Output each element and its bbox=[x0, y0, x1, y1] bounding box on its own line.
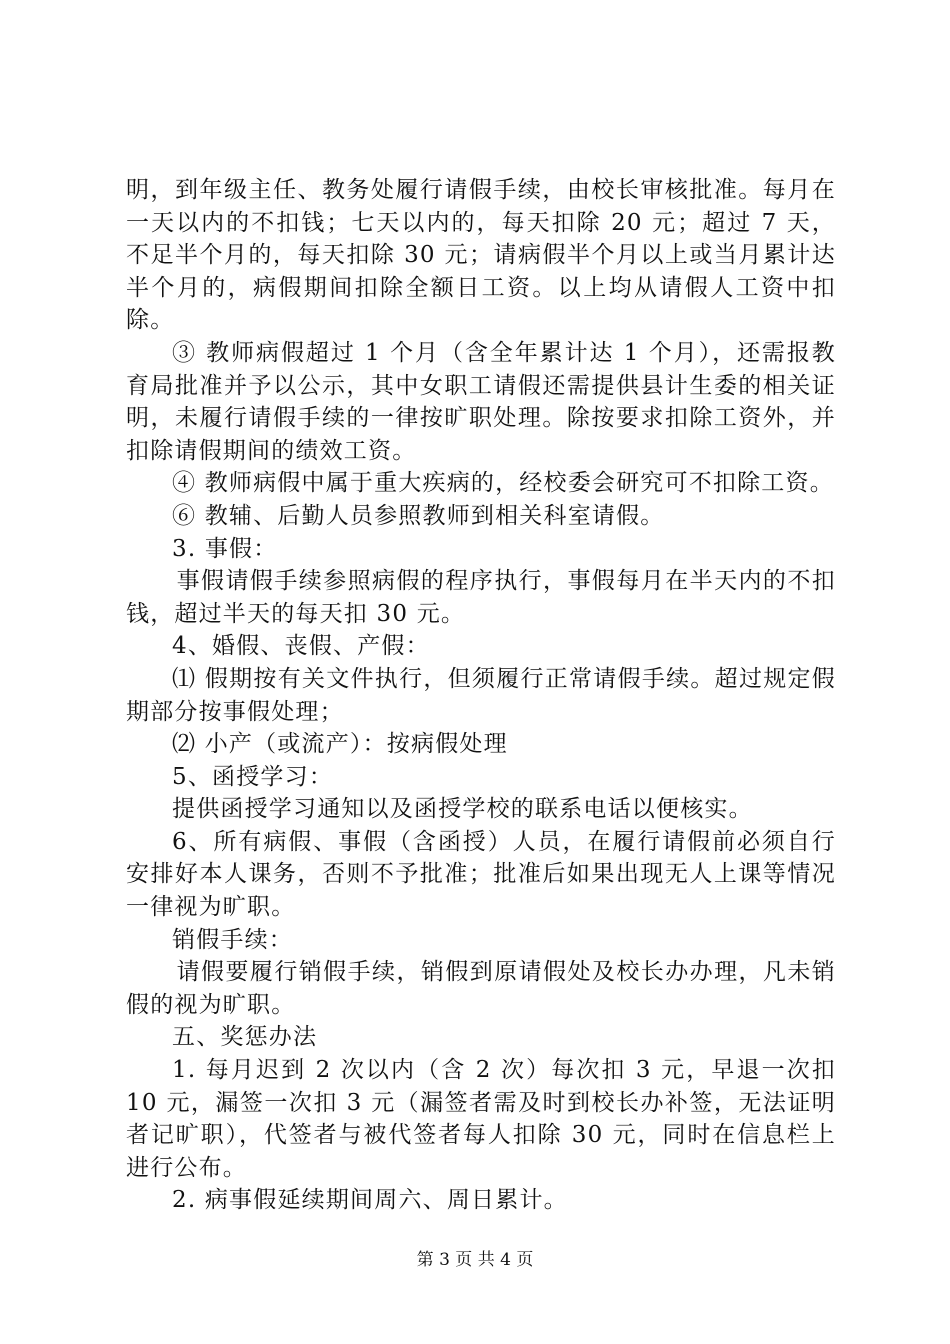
paragraph: 事假请假手续参照病假的程序执行，事假每月在半天内的不扣钱，超过半天的每天扣 30 元。 bbox=[126, 568, 836, 627]
paragraph: 明，到年级主任、教务处履行请假手续，由校长审核批准。每月在一天以内的不扣钱；七天以内的，每天扣除 20 元；超过 7 天，不足半个月的，每天扣除 30 元；请病假半个月以上或当月累计达半个月的，病假期间扣除全额日工资。以上均从请假人工资中扣除。 bbox=[126, 177, 836, 334]
paragraph: 5、函授学习： bbox=[172, 763, 334, 790]
paragraph: ⑥ 教辅、后勤人员参照教师到相关科室请假。 bbox=[172, 502, 665, 529]
paragraph: ③ 教师病假超过 1 个月（含全年累计达 1 个月），还需报教育局批准并予以公示，其中女职工请假还需提供县计生委的相关证明，未履行请假手续的一律按旷职处理。除按要求扣除工资外，并扣除请假期间的绩效工资。 bbox=[126, 339, 836, 464]
paragraph: ④ 教师病假中属于重大疾病的，经校委会研究可不扣除工资。 bbox=[172, 470, 834, 497]
paragraph: 4、婚假、丧假、产假： bbox=[172, 633, 430, 660]
paragraph: ⑵ 小产（或流产）：按病假处理 bbox=[172, 731, 508, 758]
paragraph: 销假手续： bbox=[172, 926, 293, 953]
paragraph: 1. 每月迟到 2 次以内（含 2 次）每次扣 3 元，早退一次扣 10 元，漏签一次扣 3 元（漏签者需及时到校长办补签，无法证明者记旷职），代签者与被代签者每人扣除 30 元，同时在信息栏上进行公布。 bbox=[126, 1057, 836, 1181]
paragraph: 提供函授学习通知以及函授学校的联系电话以便核实。 bbox=[172, 796, 753, 823]
paragraph: 请假要履行销假手续，销假到原请假处及校长办办理，凡未销假的视为旷职。 bbox=[126, 959, 836, 1018]
paragraph: 2. 病事假延续期间周六、周日累计。 bbox=[172, 1187, 568, 1214]
paragraph: 五、奖惩办法 bbox=[172, 1024, 318, 1051]
paragraph: ⑴ 假期按有关文件执行，但须履行正常请假手续。超过规定假期部分按事假处理； bbox=[126, 665, 836, 725]
paragraph: 6、所有病假、事假（含函授）人员，在履行请假前必须自行安排好本人课务，否则不予批准；批准后如果出现无人上课等情况一律视为旷职。 bbox=[126, 828, 836, 921]
page-footer: 第 3 页 共 4 页 bbox=[416, 1250, 534, 1270]
paragraph: 3. 事假： bbox=[172, 535, 278, 562]
document-body bbox=[126, 174, 836, 1217]
